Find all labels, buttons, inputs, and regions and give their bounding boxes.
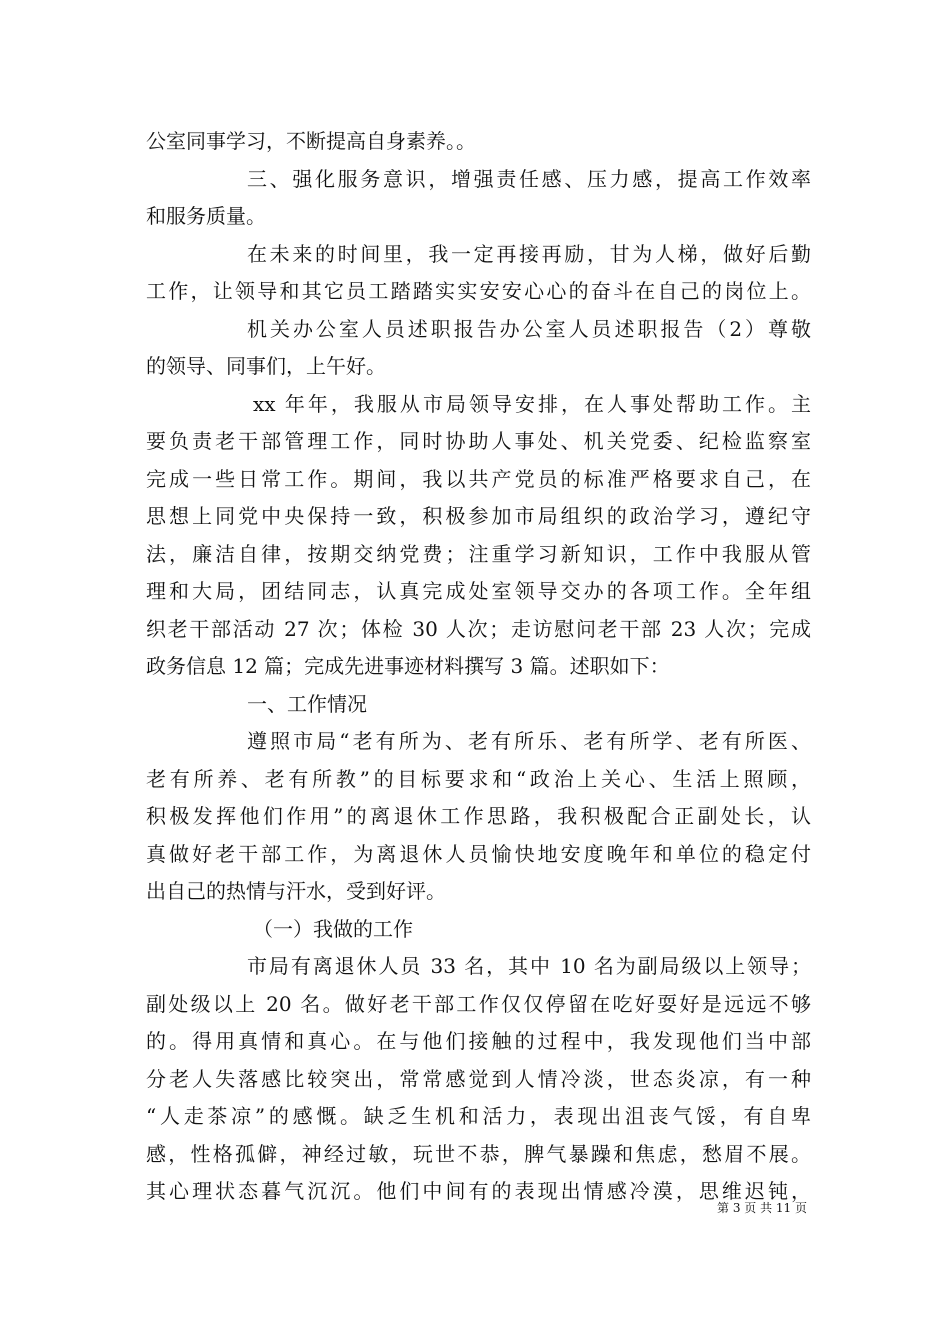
text-line: 三、强化服务意识，增强责任感、压力感，提高工作效率 [247,166,811,191]
text-line: 其心理状态暮气沉沉。他们中间有的表现出情感冷漠，思维迟钝， [146,1179,811,1203]
text-line: 织老干部活动 27 次；体检 30 人次；走访慰问老干部 23 人次；完成 [146,616,811,641]
section-heading: 一、工作情况 [247,691,367,716]
text-line: 政务信息 12 篇；完成先进事迹材料撰写 3 篇。述职如下： [146,654,670,678]
text-line: 老有所养、老有所教”的目标要求和“政治上关心、生活上照顾， [146,766,811,791]
page-number-footer: 第 3 页 共 11 页 [717,1201,807,1215]
body-text [146,123,811,1211]
text-line: 遵照市局“老有所为、老有所乐、老有所学、老有所医、 [247,729,811,753]
text-line: 副处级以上 20 名。做好老干部工作仅仅停留在吃好耍好是远远不够 [146,991,811,1016]
text-line: 出自己的热情与汗水，受到好评。 [146,879,446,903]
text-line: 完成一些日常工作。期间，我以共产党员的标准严格要求自己，在 [146,466,811,491]
text-line: 和服务质量。 [146,204,266,228]
text-line: 要负责老干部管理工作，同时协助人事处、机关党委、纪检监察室 [146,429,811,453]
text-line: xx 年年，我服从市局领导安排，在人事处帮助工作。主 [253,391,811,416]
text-line: 工作，让领导和其它员工踏踏实实安安心心的奋斗在自己的岗位上。 [146,279,811,303]
text-line: 市局有离退休人员 33 名，其中 10 名为副局级以上领导； [247,954,811,978]
text-line: “人走茶凉”的感慨。缺乏生机和活力，表现出沮丧气馁，有自卑 [146,1104,811,1128]
text-line: 的。得用真情和真心。在与他们接触的过程中，我发现他们当中部 [146,1029,811,1053]
text-line: 积极发挥他们作用”的离退休工作思路，我积极配合正副处长，认 [146,804,811,828]
text-line: 分老人失落感比较突出，常常感觉到人情冷淡，世态炎凉，有一种 [146,1066,811,1091]
text-line: 在未来的时间里，我一定再接再励，甘为人梯，做好后勤 [247,241,811,266]
text-line: 机关办公室人员述职报告办公室人员述职报告（2）尊敬 [247,316,811,341]
text-line: 的领导、同事们，上午好。 [146,354,386,378]
text-line: 公室同事学习，不断提高自身素养。。 [146,129,476,153]
text-line: 思想上同党中央保持一致，积极参加市局组织的政治学习，遵纪守 [146,504,811,528]
text-line: 真做好老干部工作，为离退休人员愉快地安度晚年和单位的稳定付 [146,841,811,866]
text-line: 感，性格孤僻，神经过敏，玩世不恭，脾气暴躁和焦虑，愁眉不展。 [146,1141,811,1166]
text-line: 理和大局，团结同志，认真完成处室领导交办的各项工作。全年组 [146,579,811,603]
subsection-heading: （一）我做的工作 [253,916,413,941]
text-line: 法，廉洁自律，按期交纳党费；注重学习新知识，工作中我服从管 [146,541,811,566]
